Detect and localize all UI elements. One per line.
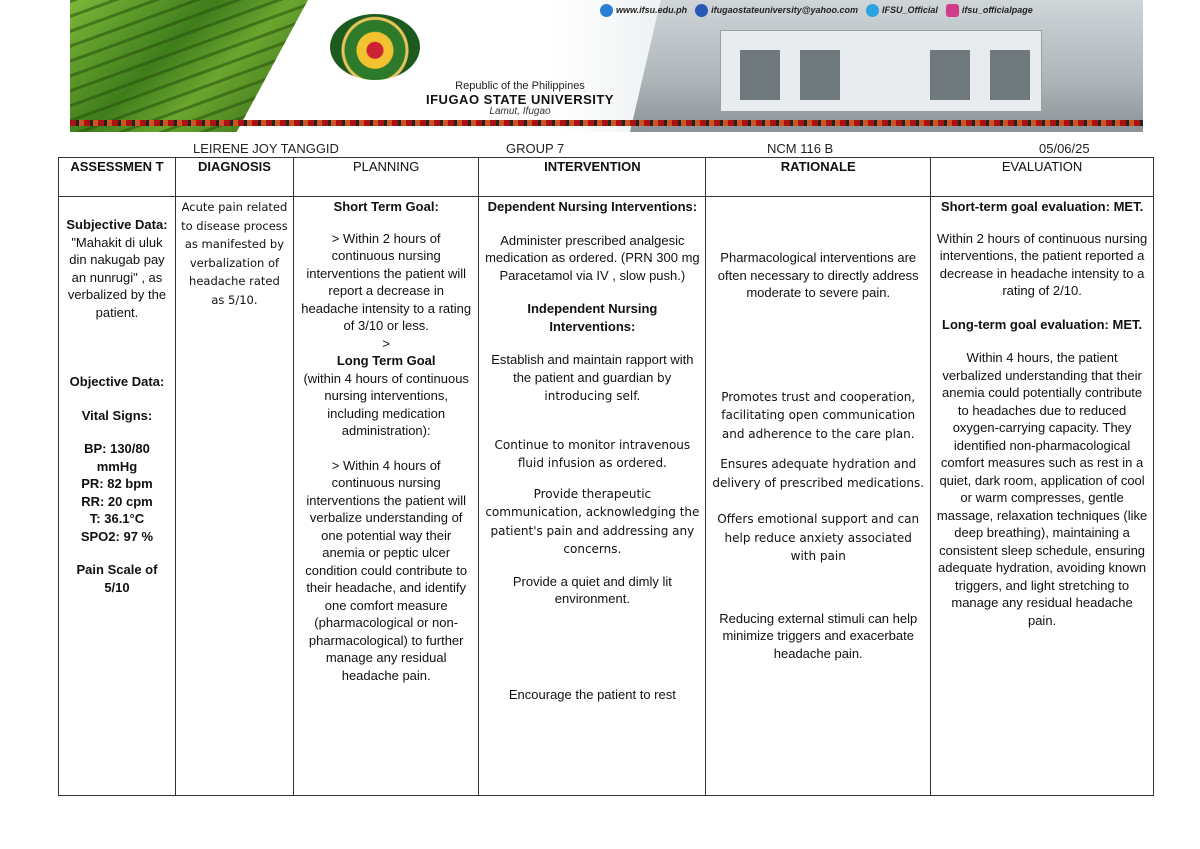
header-intervention: INTERVENTION (479, 158, 706, 197)
assessment-cell (59, 197, 176, 796)
pain-scale: Pain Scale of 5/10 (76, 562, 158, 595)
university-seal-logo (330, 14, 420, 80)
instagram-icon (946, 4, 959, 17)
evaluation-cell (931, 197, 1154, 796)
building-window (800, 50, 840, 100)
building-window (930, 50, 970, 100)
planning-cell (293, 197, 479, 796)
contact-website-text: www.ifsu.edu.ph (616, 5, 688, 15)
university-banner (70, 0, 1143, 132)
vital-pr: PR: 82 bpm (81, 476, 153, 491)
university-location: Lamut, Ifugao (489, 106, 551, 117)
intervention-cell (479, 197, 706, 796)
rationale-pharma: Pharmacological interventions are often necessary to directly address moderate to severe pain. (717, 250, 919, 300)
twitter-icon (866, 4, 879, 17)
intervention-therapeutic: Provide therapeutic communication, acknowledging the patient's pain and addressing any concerns. (485, 486, 700, 556)
long-term-goal-text: > Within 4 hours of continuous nursing interventions the patient will verbalize understanding of one potential way their anemia or peptic ulcer condition could contribute to their headache, and identify one comfort measure (pharmacological or non-pharmacological) to further manage any residual headache pain. (305, 457, 468, 683)
long-term-evaluation-text: Within 4 hours, the patient verbalized understanding that their anemia could potentially contribute to headaches due to reduced oxygen-carrying capacity. They identified non-pharmacological comfort measures such as rest in a quiet, dark room, application of cool or warm compresses, gentle massage, relaxation techniques (like deep breathing), maintaining a consistent sleep schedule, ensuring adequate hydration, avoiding known triggers, and light stretching to manage any residual headache pain. (936, 350, 1148, 628)
intervention-monitor: Continue to monitor intravenous fluid infusion as ordered. (494, 437, 691, 470)
contact-facebook[interactable] (695, 4, 858, 17)
planning-arrow: > (382, 335, 390, 351)
contact-instagram[interactable] (946, 4, 1033, 17)
subjective-text: "Mahakit di uluk din nakugab pay an nunrugi" , as verbalized by the patient. (67, 234, 167, 320)
date-label: 05/06/25 (1039, 141, 1090, 156)
globe-icon (600, 4, 613, 17)
vitals-title: Vital Signs: (81, 407, 153, 423)
intervention-rest: Encourage the patient to rest (508, 686, 676, 702)
rationale-trust: Promotes trust and cooperation, facilitating open communication and adherence to the care plan. (721, 389, 916, 441)
contact-instagram-text: ifsu_officialpage (961, 5, 1033, 15)
contact-facebook-text: ifugaostateuniversity@yahoo.com (711, 5, 858, 15)
contact-twitter[interactable] (866, 4, 938, 17)
rationale-support: Offers emotional support and can help reduce anxiety associated with pain (717, 512, 920, 563)
dependent-intervention-text: Administer prescribed analgesic medication as ordered. (PRN 300 mg Paracetamol via IV , slow push.) (485, 232, 700, 283)
intervention-quiet: Provide a quiet and dimly lit environment. (512, 573, 672, 606)
short-term-evaluation-text: Within 2 hours of continuous nursing interventions, the patient reported a decrease in headache intensity to a rating of 2/10. (936, 230, 1148, 298)
vital-spo2: SPO2: 97 % (80, 528, 154, 544)
dependent-interventions-title: Dependent Nursing Interventions: (487, 199, 698, 214)
long-term-evaluation-title: Long-term goal evaluation: MET. (942, 316, 1143, 332)
short-term-goal-text: > Within 2 hours of continuous nursing interventions the patient will report a decrease in headache intensity to a rating of 3/10 or less. (301, 230, 472, 333)
diagnosis-cell (175, 197, 293, 796)
diagnosis-text: Acute pain related to disease process as manifested by verbalization of headache rated as 5/10. (181, 200, 288, 307)
building-window (990, 50, 1030, 100)
rationale-cell (706, 197, 931, 796)
rationale-stimuli: Reducing external stimuli can help minimize triggers and exacerbate headache pain. (719, 610, 918, 661)
long-term-goal-intro: (within 4 hours of continuous nursing interventions, including medication administration): (303, 370, 469, 438)
table-header-row (59, 158, 1154, 197)
university-title-block (370, 80, 670, 117)
long-term-goal-title: Long Term Goal (336, 353, 436, 368)
subjective-title: Subjective Data: (66, 217, 168, 232)
building-window (740, 50, 780, 100)
table-row (59, 197, 1154, 796)
university-name: IFUGAO STATE UNIVERSITY (426, 92, 614, 107)
contact-website[interactable] (600, 4, 687, 17)
vital-rr: RR: 20 cpm (81, 493, 153, 509)
header-assessment: ASSESSMEN T (59, 158, 176, 197)
short-term-goal-title: Short Term Goal: (333, 199, 439, 214)
intervention-rapport (484, 351, 700, 406)
header-evaluation: EVALUATION (931, 158, 1154, 197)
intervention-rapport-main: Establish and maintain rapport with the patient and guardian (491, 352, 694, 385)
vital-bp: BP: 130/80 mmHg (84, 441, 150, 474)
rice-terraces-image (70, 0, 308, 132)
intervention-rapport-tail: by introducing self. (544, 370, 672, 403)
header-diagnosis: DIAGNOSIS (175, 158, 293, 197)
short-term-evaluation-title: Short-term goal evaluation: MET. (940, 199, 1144, 214)
student-name: LEIRENE JOY TANGGID (193, 141, 339, 156)
objective-title: Objective Data: (69, 374, 165, 389)
nursing-care-plan-table (58, 157, 1154, 796)
vital-temp: T: 36.1°C (89, 511, 145, 526)
group-label: GROUP 7 (506, 141, 565, 156)
contact-twitter-text: IFSU_Official (881, 5, 938, 15)
rationale-hydration: Ensures adequate hydration and delivery of prescribed medications. (712, 457, 925, 490)
republic-label: Republic of the Philippines (455, 80, 585, 92)
banner-stripe (70, 120, 1143, 126)
contact-bar (600, 0, 1033, 20)
facebook-icon (695, 4, 708, 17)
header-rationale: RATIONALE (706, 158, 931, 197)
header-planning: PLANNING (293, 158, 479, 197)
course-code: NCM 116 B (767, 141, 834, 156)
independent-interventions-title: Independent Nursing Interventions: (527, 301, 658, 334)
